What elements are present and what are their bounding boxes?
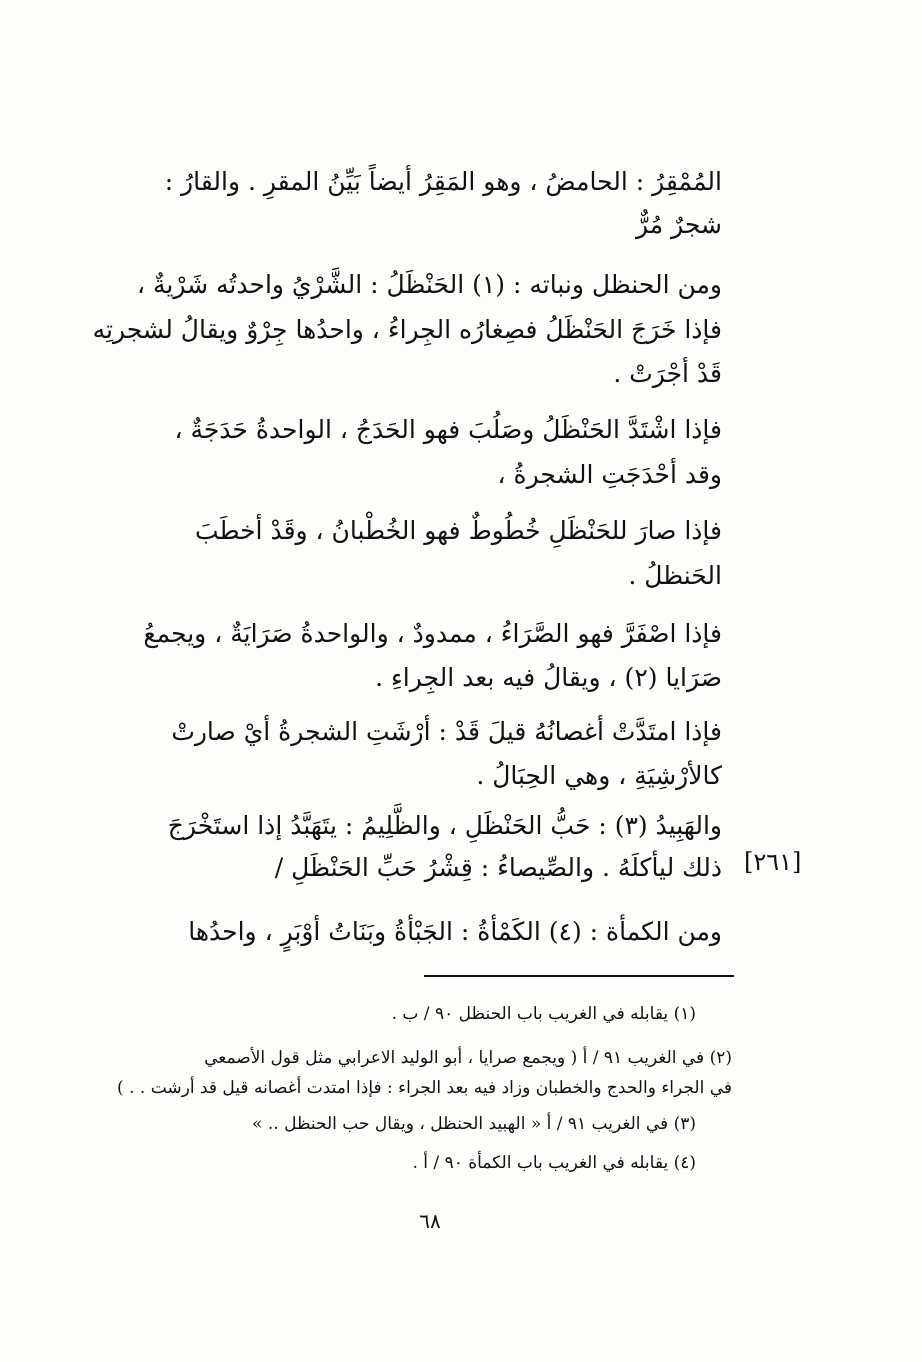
footnote-1: (١) يقابله في الغريب باب الحنظل ٩٠ / ب . [391,1004,696,1024]
footnote-2-line-1: (٢) في الغريب ٩١ / أ ( ويجمع صرايا ، أبو الوليد الاعرابي مثل قول الأصمعي [204,1048,732,1068]
footnote-4: (٤) يقابله في الغريب باب الكمأة ٩٠ / أ . [412,1153,696,1173]
text-line-8: فإذا صارَ للحَنْظَلِ خُطُوطٌ فهو الخُطْبانُ ، وقَدْ أخطَبَ [195,516,722,545]
text-line-15: ذلك ليأكلَهُ . والصِّيصاءُ : قِشْرُ حَبِّ الحَنْظَلِ / [274,853,722,882]
text-line-1: المُمْقِرُ : الحامضُ ، وهو المَقِرُ أيضاً بَيِّنُ المقرِ . والقارُ : [164,167,722,196]
text-line-10: فإذا اصْفَرَّ فهو الصَّرَاءُ ، ممدودٌ ، والواحدةُ صَرَايَةٌ ، ويجمعُ [143,619,722,648]
text-line-6: فإذا اشْتَدَّ الحَنْظَلُ وصَلُبَ فهو الحَدَجُ ، الواحدةُ حَدَجَةٌ ، [174,415,722,444]
page-number: ٦٨ [419,1209,441,1233]
text-line-14: والهَبِيدُ (٣) : حَبُّ الحَنْظَلِ ، والظَّلِيمُ : يتَهَبَّدُ إذا استَخْرَجَ [167,811,722,840]
marginal-manuscript-ref: [٢٦١] [744,848,802,876]
text-line-2: شجرٌ مُرٌّ [635,210,722,239]
text-line-5: قَدْ أجْرَتْ . [613,359,722,388]
footnote-2-line-2: في الجراء والحدج والخطبان وزاد فيه بعد الجراء : فإذا امتدت أغصانه قيل قد أرشت . . ) [117,1078,732,1098]
text-line-4: فإذا خَرَجَ الحَنْظَلُ فصِغارُه الجِراءُ ، واحدُها جِرْوٌ ويقالُ لشجرتِه [92,315,722,344]
text-line-3: ومن الحنظل ونباته : (١) الحَنْظَلُ : الشَّرْيُ واحدتُه شَرْيةٌ ، [136,270,722,299]
text-line-12: فإذا امتَدَّتْ أغصانُهُ قيلَ قَدْ : أرْشَتِ الشجرةُ أيْ صارتْ [171,717,722,746]
text-line-16: ومن الكمأة : (٤) الكَمْأةُ : الجَبْأةُ وبَنَاتُ أوْبَرٍ ، واحدُها [188,917,722,946]
footnote-rule [424,975,734,977]
text-line-7: وقد أحْدَجَتِ الشجرةُ ، [497,460,722,489]
text-line-9: الحَنظلُ . [628,561,722,590]
text-line-11: صَرَايا (٢) ، ويقالُ فيه بعد الجِراءِ . [375,663,722,692]
text-line-13: كالأرْشِيَةِ ، وهي الحِبَالُ . [476,761,722,790]
footnote-3: (٣) في الغريب ٩١ / أ « الهبيد الحنظل ، ويقال حب الحنظل .. » [252,1114,696,1134]
